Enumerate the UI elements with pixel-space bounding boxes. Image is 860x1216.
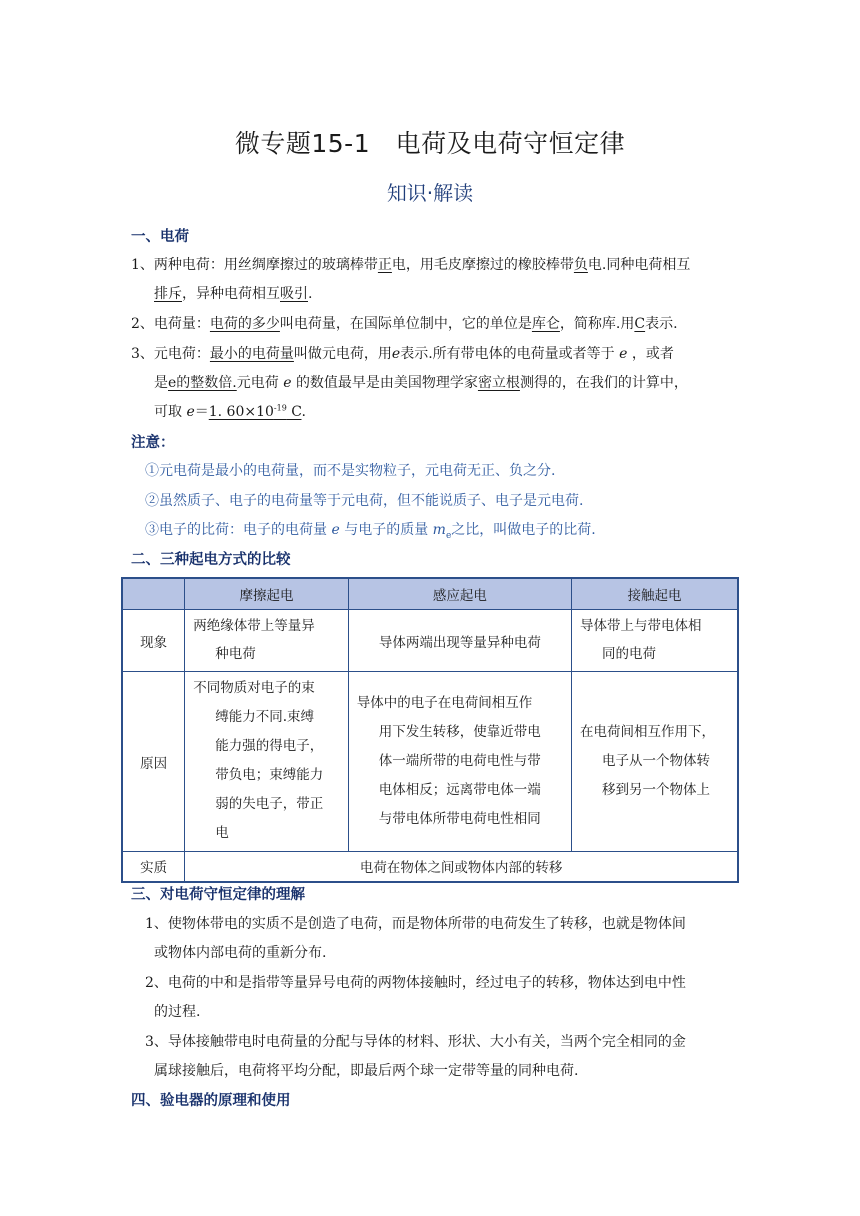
section-heading-conservation: 三、对电荷守恒定律的理解 bbox=[131, 887, 305, 903]
section-heading-charge: 一、电荷 bbox=[131, 229, 189, 245]
comparison-table bbox=[121, 577, 739, 883]
page-subtitle: 知识·解读 bbox=[386, 181, 474, 205]
item1-line2: 排斥，异种电荷相互吸引. bbox=[154, 286, 313, 302]
table-cell: 导体带上与带电体相 同的电荷 bbox=[572, 610, 738, 672]
conservation-line: 1、使物体带电的实质不是创造了电荷，而是物体所带的电荷发生了转移，也就是物体间 bbox=[145, 916, 686, 932]
table-cell: 导体两端出现等量异种电荷 bbox=[348, 610, 571, 672]
note-label: 注意： bbox=[131, 435, 175, 451]
table-header-row bbox=[122, 578, 738, 610]
table-header-cell: 感应起电 bbox=[348, 578, 571, 610]
item2-line: 2、电荷量：电荷的多少叫电荷量，在国际单位制中，它的单位是库仑，简称库.用C表示. bbox=[131, 316, 678, 332]
table-header-cell: 摩擦起电 bbox=[185, 578, 349, 610]
conservation-line: 3、导体接触带电时电荷量的分配与导体的材料、形状、大小有关，当两个完全相同的金 bbox=[145, 1034, 686, 1050]
table-row bbox=[122, 852, 738, 882]
row-label: 实质 bbox=[122, 852, 185, 882]
item3-line2: 是e的整数倍.元电荷 e 的数值最早是由美国物理学家密立根测得的，在我们的计算中， bbox=[154, 375, 688, 391]
table-cell: 导体中的电子在电荷间相互作 用下发生转移，使靠近带电 体一端所带的电荷电性与带 电体相反；远离带电体一端 与带电体所带电荷电性相同 bbox=[348, 672, 571, 852]
section-heading-electroscope: 四、验电器的原理和使用 bbox=[131, 1093, 291, 1109]
conservation-line: 或物体内部电荷的重新分布. bbox=[154, 945, 327, 961]
table-header-cell: 接触起电 bbox=[572, 578, 738, 610]
item1-line1: 1、两种电荷：用丝绸摩擦过的玻璃棒带正电，用毛皮摩擦过的橡胶棒带负电.同种电荷相互 bbox=[131, 257, 691, 273]
row-label: 现象 bbox=[122, 610, 185, 672]
conservation-line: 2、电荷的中和是指带等量异号电荷的两物体接触时，经过电子的转移，物体达到电中性 bbox=[145, 975, 686, 991]
conservation-line: 属球接触后，电荷将平均分配，即最后两个球一定带等量的同种电荷. bbox=[154, 1063, 579, 1079]
note-2: ②虽然质子、电子的电荷量等于元电荷，但不能说质子、电子是元电荷. bbox=[145, 493, 584, 509]
table-cell: 在电荷间相互作用下， 电子从一个物体转 移到另一个物体上 bbox=[572, 672, 738, 852]
table-cell: 不同物质对电子的束 缚能力不同.束缚 能力强的得电子， 带负电；束缚能力 弱的失电子，带正 电 bbox=[185, 672, 349, 852]
table-row bbox=[122, 672, 738, 852]
note-1: ①元电荷是最小的电荷量，而不是实物粒子，元电荷无正、负之分. bbox=[145, 463, 556, 479]
page-title: 微专题15-1 电荷及电荷守恒定律 bbox=[234, 129, 626, 158]
item3-line1: 3、元电荷：最小的电荷量叫做元电荷，用e表示.所有带电体的电荷量或者等于 e ，或者 bbox=[131, 346, 674, 362]
note-3: ③电子的比荷：电子的电荷量 e 与电子的质量 $m_e$之比，叫做电子的比荷. bbox=[145, 522, 596, 541]
table-row bbox=[122, 610, 738, 672]
table-header-cell bbox=[122, 578, 185, 610]
row-label: 原因 bbox=[122, 672, 185, 852]
table-cell: 电荷在物体之间或物体内部的转移 bbox=[185, 852, 738, 882]
item3-line3: 可取 e＝1. $60\times 10^{-19}$ C. bbox=[154, 403, 306, 420]
section-heading-methods: 二、三种起电方式的比较 bbox=[131, 552, 291, 568]
conservation-line: 的过程. bbox=[154, 1004, 201, 1020]
table-cell: 两绝缘体带上等量异 种电荷 bbox=[185, 610, 349, 672]
